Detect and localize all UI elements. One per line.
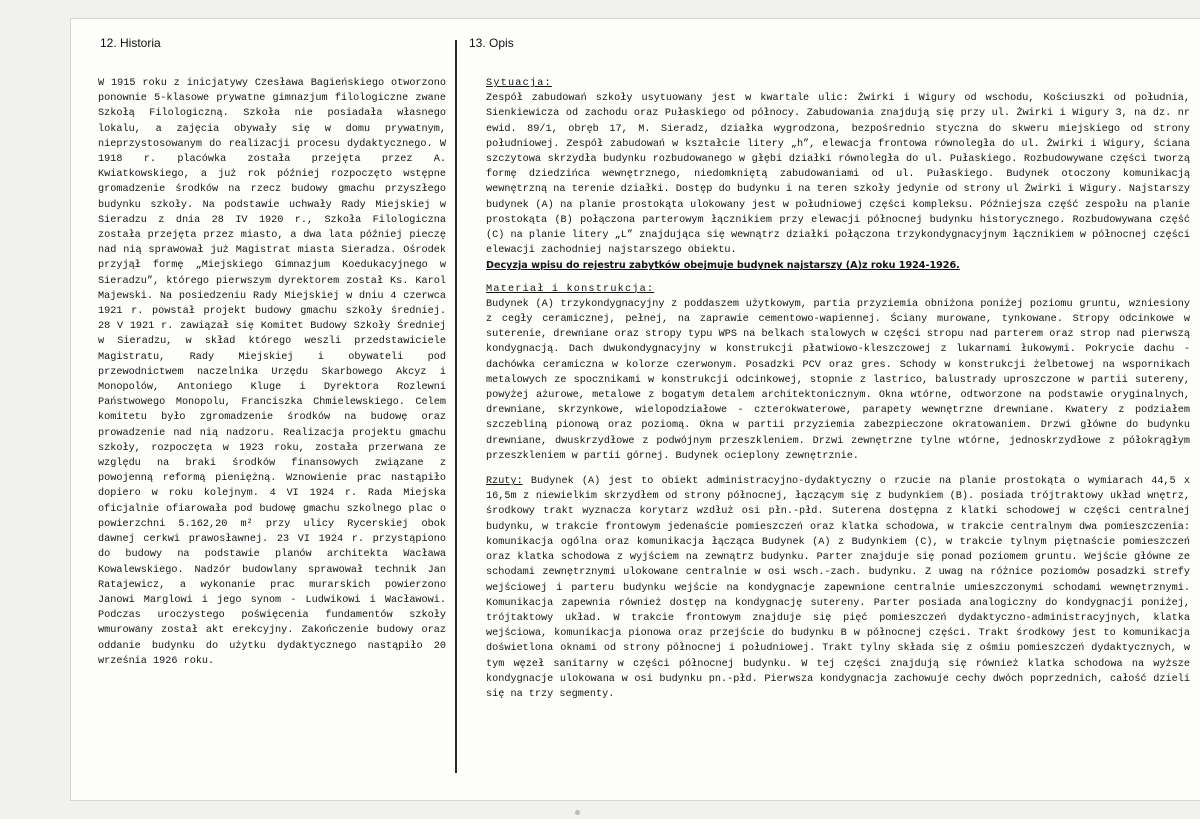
opis-column [486, 76, 1190, 702]
material-text: Budynek (A) trzykondygnacyjny z poddaszem użytkowym, partia przyziemia obniżona poniżej poziomu gruntu, wzniesiony z cegły ceramicznej, pełnej, na zaprawie cementowo-wapiennej. Ściany murowane, tynkowane. Stropy odcinkowe w suterenie, drewniane oraz stropy typu WPS na belkach stalowych w części stropu nad parterem oraz strop nad pierwszą kondygnacją. Dach dwukondygnacyjny w konstrukcji płatwiowo-kleszczowej z lukarnami łukowymi. Pokrycie dachu - dachówka ceramiczna w kolorze czerwonym. Posadzki PCV oraz gres. Schody w konstrukcji żelbetowej na wspornikach metalowych ze spocznikami w konstrukcji odcinkowej, stopnie z lastrico, balustrady uproszczone w partii sutereny, powyżej ażurowe, metalowe z bogatym detalem architektonicznym. Okna wtórne, odtworzone na podstawie oryginalnych, drewniane, skrzynkowe, wielopodziałowe - czterokwaterowe, parapety wewnętrzne drewniane. Kwatery z podziałem szczebliną pionową oraz poziomą. Okna w partii przyziemia zabezpieczone okratowaniem. Drzwi główne do budynku drewniane, dwuskrzydłowe z podwójnym przeszkleniem. Drzwi zewnętrzne tylne wtórne, jednoskrzydłowe z półokrągłym przeszkleniem w partii górnej. Budynek ocieplony zewnętrznie. [486, 298, 1190, 462]
column-divider [455, 40, 457, 773]
spacer [486, 464, 1190, 474]
spacer [486, 274, 1190, 282]
sytuacja-text: Zespół zabudowań szkoły usytuowany jest w kwartale ulic: Żwirki i Wigury od wschodu, Kościuszki od południa, Sienkiewicza od zachodu oraz Pułaskiego od północy. Zabudowania znajdują się przy ul. Żwirki i Wigury 3, na dz. nr ewid. 89/1, obręb 17, M. Sieradz, działka wygrodzona, bezpośrednio styczna do skweru miejskiego od strony południowej. Zespół zabudowań w kształcie litery „h”, elewacja frontowa równoległa do ul. Żwirki i Wigury, ściana szczytowa skrzydła budynku rozbudowanego w głębi działki równoległa do ul. Pułaskiego. Rozbudowywane części tworzą formę dziedzińca wewnętrznego, niedomkniętą zabudowaniami od ul. Pułaskiego. Budynek otoczony komunikacją wewnętrzną na terenie działki. Dostęp do budynku i na teren szkoły jedynie od strony ul Żwirki i Wigury. Najstarszy budynek (A) na planie prostokąta ulokowany jest w południowej części kompleksu. Późniejsza część zespołu na planie prostokąta (B) połączona parterowym łącznikiem przy elewacji północnej budynku historycznego. Rozbudowywana część (C) na planie litery „L” znajdująca się wewnątrz działki połączona trzykondygnacyjnym łącznikiem w północnej części elewacji zachodniej najstarszego obiektu. [486, 93, 1190, 257]
sytuacja-heading: Sytuacja: [486, 78, 552, 89]
rzuty-text: Budynek (A) jest to obiekt administracyjno-dydaktyczny o rzucie na planie prostokąta o wymiarach 44,5 x 16,5m z niewielkim skrzydłem od strony północnej, łączącym się z budynkiem (B). posiada trójtraktowy układ wnętrz, środkowy trakt wyznacza korytarz wzdłuż osi płn.-płd. Suterena dostępna z klatki schodowej w części centralnej budynku, w trakcie frontowym jedenaście pomieszczeń oraz klatka schodowa, w trakcie centralnym dwa pomieszczenia: komunikacja ogólna oraz komunikacja łącząca Budynek (A) z Budynkiem (C), w trakcie tylnym piętnaście pomieszczeń oraz klatka schodowa z wyjściem na zewnątrz budynku. Parter znajduje się ponad poziomem gruntu. Wejście główne ze schodami zewnętrznymi ulokowane centralnie w osi wsch.-zach. budynku. Z uwag na różnice poziomów posadzki strefy wejściowej i parteru budynku wejście na kondygnacje zapewnione centralnie umieszczonymi schodami wewnętrznymi. Komunikacja zapewnia również dostęp na kondygnację sutereny. Parter posiada analogiczny do kondygnacji poniżej, trójtaktowy układ. W trakcie frontowym znajduje się pięć pomieszczeń dydaktyczno-administracyjnych, klatka wejściowa, komunikacja pionowa oraz przejście do budynku B w północnej części. Trakt środkowy jest to komunikacja doświetlona oknami od strony północnej i południowej. Trakt tylny składa się z ośmiu pomieszczeń dydaktycznych, w tym węzeł sanitarny w części północnej budynku. W tej części znajdują się również klatka schodowa na wyższe kondygnacje ulokowana w osi budynku pn.-płd. Pierwsza kondygnacja zachowuje cechy dwóch poprzednich, całość dzieli się na trzy segmenty. [486, 476, 1190, 700]
punch-hole-mark [575, 810, 580, 815]
material-heading: Materiał i konstrukcja: [486, 283, 655, 295]
left-page-header: 12. Historia [100, 36, 161, 50]
historia-text: W 1915 roku z inicjatywy Czesława Bagieńskiego otworzono ponownie 5-klasowe prywatne gimnazjum filologiczne zwane Szkołą Filologiczną. Szkoła nie posiadała własnego lokalu, a zajęcia obywały się w domu prywatnym, nieprzystosowanym do realizacji procesu dydaktycznego. W 1918 r. placówka została przejęta przez A. Kwiatkowskiego, a już rok później rozpoczęto wstępne gromadzenie środków na rzecz budowy gmachu przyszłego budynku szkoły. Na podstawie uchwały Rady Miejskiej w Sieradzu z dnia 28 IV 1920 r., Szkoła Filologiczna została przejęta przez miasto, a dwa lata później pieczę nad nią sprawował już Magistrat miasta Sieradza. Ośrodek przyjął formę „Miejskiego Gimnazjum Koedukacyjnego w Sieradzu”, którego pierwszym dyrektorem został Ks. Karol Majewski. Na posiedzeniu Rady Miejskiej w dniu 4 czerwca 1921 r. powstał projekt budowy gmachu szkoły średniej. 28 V 1921 r. zawiązał się Komitet Budowy Szkoły Średniej w Sieradzu, w skład którego weszli przedstawiciele Magistratu, Rady Miejskiej i obywateli pod przewodnictwem naczelnika Urzędu Skarbowego Akcyz i Monopolów, Antoniego Kluge i Dyrektora Rozlewni Państwowego Monopolu, Franciszka Chmielewskiego. Celem komitetu było zgromadzenie środków na budowę oraz prowadzenie nad nią nadzoru. Realizacja projektu gmachu szkoły, rozpoczęta w 1923 roku, została przerwana ze względu na braki środków finansowych związane z powojenną reformą pieniężną. Wznowienie prac nastąpiło dopiero w roku kolejnym. 4 VI 1924 r. Rada Miejska oficjalnie ofiarowała pod budowę gmachu szkolnego plac o powierzchni 5.162,20 m² przy ulicy Rycerskiej obok dawnej cerkwi prawosławnej. 23 VI 1924 r. przystąpiono do budowy na podstawie planów architekta Wacława Kowalewskiego. Nadzór budowlany sprawował technik Jan Ratajewicz, a wykonanie prac murarskich powierzono Janowi Marglowi i jego synom - Ludwikowi i Wacławowi. Podczas uroczystego poświęcenia fundamentów szkoły wmurowany został akt erekcyjny. Zakończenie budowy oraz oddanie budynku do użytku dydaktycznego nastąpiło 20 września 1926 roku. [98, 78, 446, 667]
rzuty-heading: Rzuty: [486, 476, 523, 488]
right-page-header: 13. Opis [469, 36, 514, 50]
rzuty-paragraph [486, 474, 1190, 702]
decyzja-note: Decyzja wpisu do rejestru zabytków obejmuje budynek najstarszy (A)z roku 1924-1926. [486, 260, 960, 272]
